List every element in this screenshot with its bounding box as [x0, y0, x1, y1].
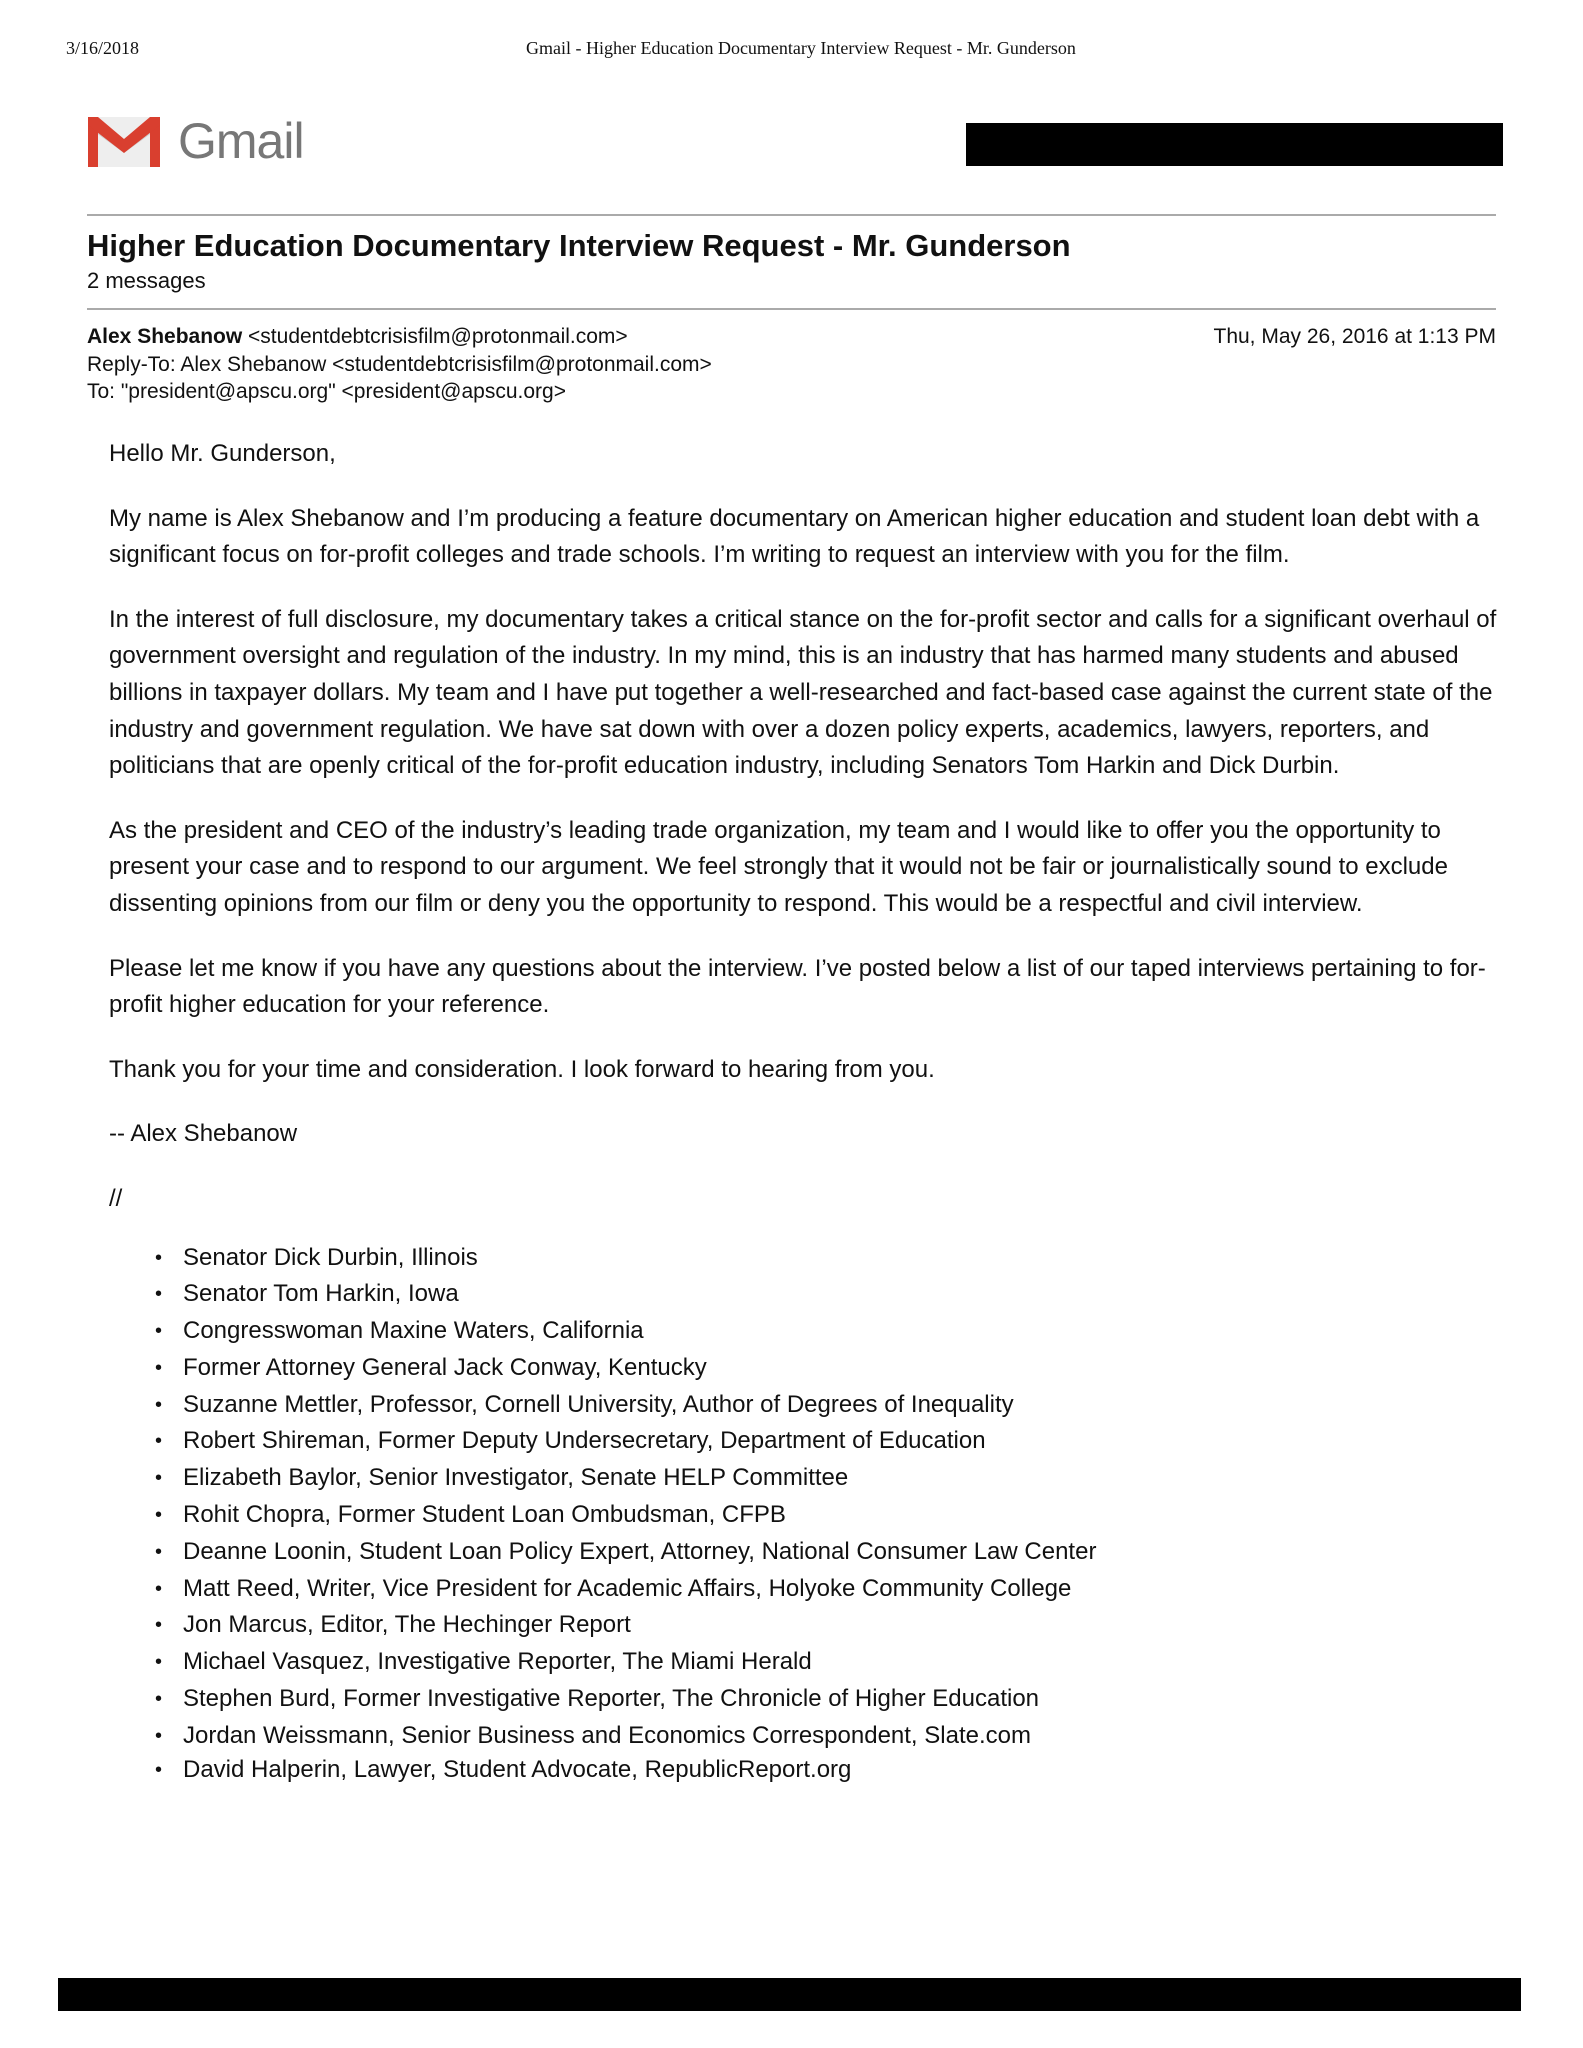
list-item: • Jordan Weissmann, Senior Business and Economics Correspondent, Slate.com — [183, 1718, 1509, 1755]
list-item: • Senator Dick Durbin, Illinois — [183, 1240, 1509, 1277]
redaction-bar — [58, 1978, 1521, 2011]
list-item: • Rohit Chopra, Former Student Loan Ombudsman, CFPB — [183, 1497, 1509, 1534]
message-header — [87, 323, 1496, 406]
body-paragraph: Please let me know if you have any questions about the interview. I’ve posted below a list of our taped interviews pertaining to for-profit higher education for your reference. — [109, 954, 1486, 1019]
list-item: • Deanne Loonin, Student Loan Policy Expert, Attorney, National Consumer Law Center — [183, 1534, 1509, 1571]
body-paragraph: In the interest of full disclosure, my documentary takes a critical stance on the for-profit sector and calls for a significant overhaul of government oversight and regulation of the industry. In my mind, this is an industry that has harmed many students and abused billions in taxpayer dollars. My team and I have put together a well-researched and fact-based case against the current state of the industry and government regulation. We have sat down with over a dozen policy experts, academics, lawyers, reporters, and politicians that are openly critical of the for-profit education industry, including Senators Tom Harkin and Dick Durbin. — [109, 605, 1497, 780]
body-paragraph: Thank you for your time and consideration. I look forward to hearing from you. — [109, 1055, 935, 1083]
divider — [87, 308, 1496, 310]
print-title: Gmail - Higher Education Documentary Interview Request - Mr. Gunderson — [526, 38, 1076, 58]
list-item: • David Halperin, Lawyer, Student Advocate, RepublicReport.org — [183, 1755, 1509, 1785]
sender-email: <studentdebtcrisisfilm@protonmail.com> — [248, 325, 628, 348]
interview-list — [109, 1240, 1509, 1785]
redaction-box — [966, 123, 1503, 166]
signature: -- Alex Shebanow — [109, 1120, 298, 1148]
gmail-logo — [86, 112, 304, 170]
message-date: Thu, May 26, 2016 at 1:13 PM — [1213, 325, 1496, 348]
body-paragraph: My name is Alex Shebanow and I’m producing a feature documentary on American higher education and student loan debt with a significant focus on for-profit colleges and trade schools. I’m writing to request an interview with you for the film. — [109, 504, 1480, 569]
list-item: • Robert Shireman, Former Deputy Undersecretary, Department of Education — [183, 1423, 1509, 1460]
reply-to: Reply-To: Alex Shebanow <studentdebtcrisisfilm@protonmail.com> — [87, 352, 712, 376]
list-item: • Stephen Burd, Former Investigative Reporter, The Chronicle of Higher Education — [183, 1681, 1509, 1718]
gmail-m-icon — [86, 113, 162, 169]
list-item: • Congresswoman Maxine Waters, California — [183, 1313, 1509, 1350]
separator: // — [109, 1184, 123, 1212]
message-body — [109, 436, 1509, 1785]
body-paragraph: As the president and CEO of the industry’s leading trade organization, my team and I would like to offer you the opportunity to present your case and to respond to our argument. We feel strongly that it would not be fair or journalistically sound to exclude dissenting opinions from our film or deny you the opportunity to respond. This would be a respectful and civil interview. — [109, 816, 1448, 917]
list-item: • Senator Tom Harkin, Iowa — [183, 1276, 1509, 1313]
message-count: 2 messages — [87, 268, 206, 293]
list-item: • Jon Marcus, Editor, The Hechinger Report — [183, 1607, 1509, 1644]
divider — [87, 214, 1496, 216]
recipient: To: "president@apscu.org" <president@apscu.org> — [87, 380, 566, 403]
list-item: • Michael Vasquez, Investigative Reporter, The Miami Herald — [183, 1644, 1509, 1681]
list-item: • Suzanne Mettler, Professor, Cornell University, Author of Degrees of Inequality — [183, 1387, 1509, 1424]
list-item: • Elizabeth Baylor, Senior Investigator, Senate HELP Committee — [183, 1460, 1509, 1497]
gmail-wordmark: Gmail — [178, 113, 304, 169]
list-item: • Matt Reed, Writer, Vice President for Academic Affairs, Holyoke Community College — [183, 1571, 1509, 1608]
body-paragraph: Hello Mr. Gunderson, — [109, 440, 336, 467]
sender-name: Alex Shebanow — [87, 325, 243, 348]
list-item: • Former Attorney General Jack Conway, Kentucky — [183, 1350, 1509, 1387]
thread-subject: Higher Education Documentary Interview Request - Mr. Gunderson — [87, 228, 1071, 263]
print-date: 3/16/2018 — [66, 38, 140, 58]
